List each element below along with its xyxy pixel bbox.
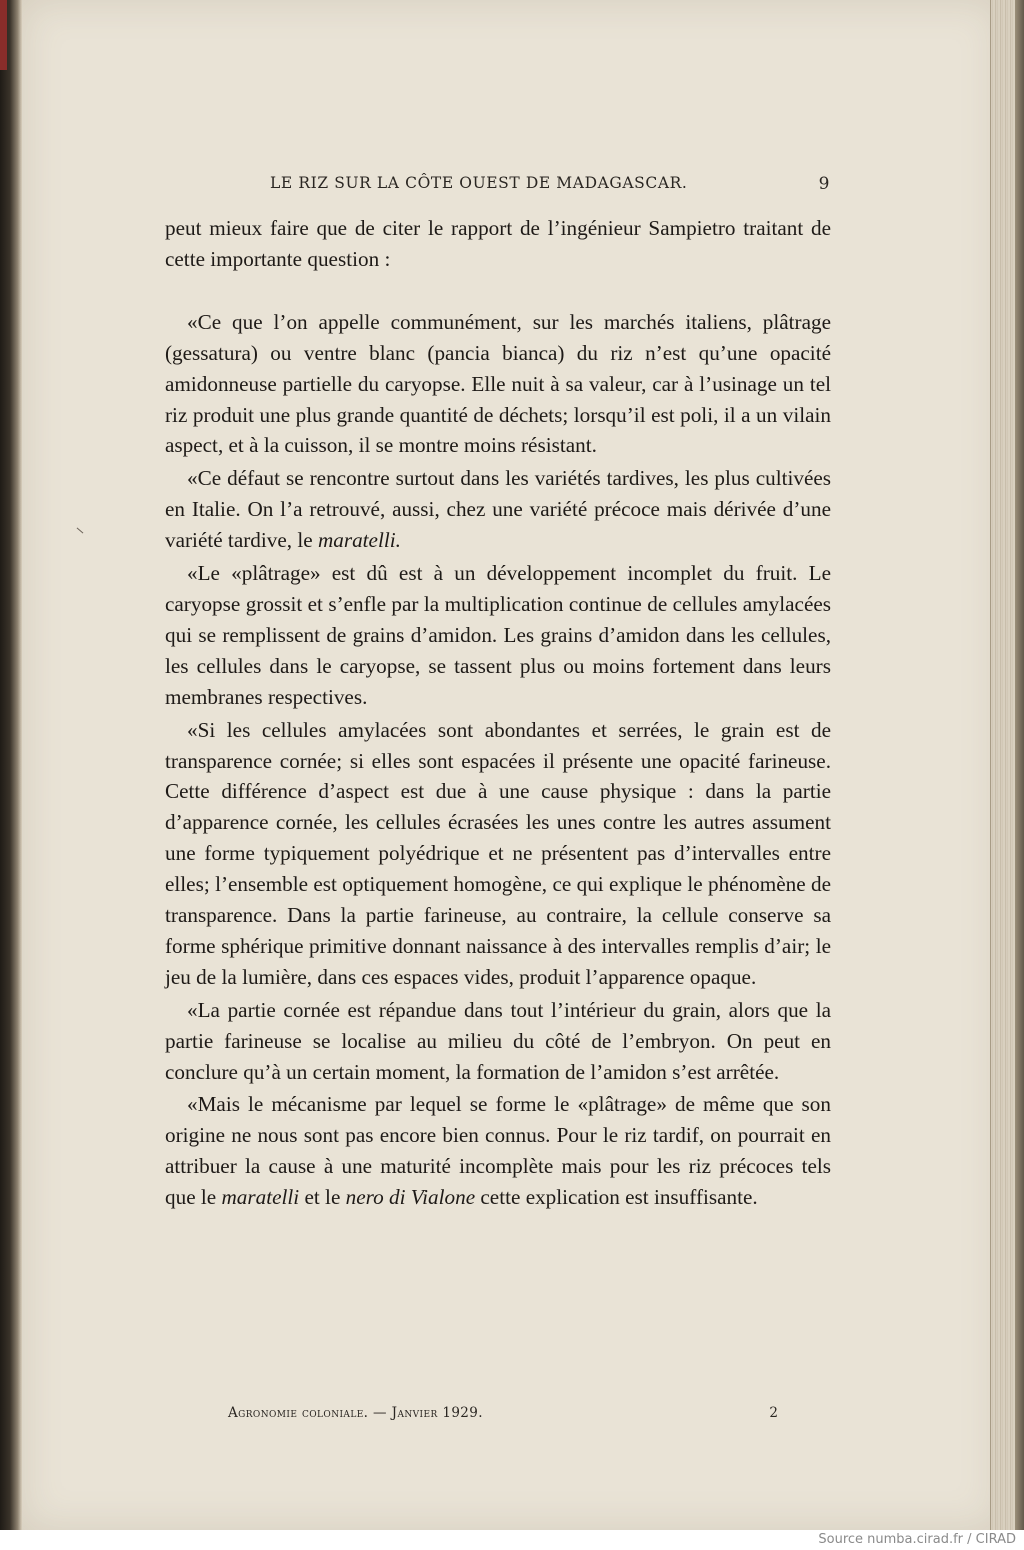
red-bookmark-edge [0, 0, 7, 70]
quote-paragraph-6-italic: maratelli [221, 1185, 300, 1210]
quote-paragraph-5: «La partie cornée est répandue dans tout l’intérieur du grain, alors que la partie farineuse se localise au milieu du côté de l’embryon. On peut en conclure qu’à un certain moment, la formation de l’amidon s’est arrêtée. [165, 997, 831, 1084]
book-spine-edge [0, 0, 22, 1530]
quote-paragraph-1: «Ce que l’on appelle communément, sur les marchés italiens, plâtrage (gessatura) ou ventre blanc (pancia bianca) du riz n’est qu’une opacité amidonneuse partielle du caryopse. Elle nuit à sa valeur, car à l’usinage un tel riz produit une plus grande quantité de déchets; lorsqu’il est poli, il a un vilain aspect, et à la cuisson, il se montre moins résistant. [165, 309, 831, 458]
quote-paragraph-4: «Si les cellules amylacées sont abondantes et serrées, le grain est de transparence cornée; si elles sont espacées il présente une opacité farineuse. Cette différence d’aspect est due à une cause physique : dans la partie d’apparence cornée, les cellules écrasées les unes contre les autres assument une forme typiquement polyédrique et ne présentent pas d’intervalles entre elles; l’ensemble est optiquement homogène, ce qui explique le phénomène de transparence. Dans la partie farineuse, au contraire, la cellule conserve sa forme sphérique primitive donnant naissance à des intervalles remplis d’air; le jeu de la lumière, dans ces espaces vides, produit l’apparence opaque. [165, 717, 831, 989]
quote-paragraph-6-middle: et le [299, 1185, 346, 1210]
quote-paragraph-2 [165, 463, 831, 556]
quote-paragraph-6 [165, 1089, 831, 1213]
quote-paragraph-3: «Le «plâtrage» est dû est à un développement incomplet du fruit. Le caryopse grossit et s’enfle par la multiplication continue de cellules amylacées qui se remplissent de grains d’amidon. Les grains d’amidon dans les cellules, les cellules dans le caryopse, se tassent plus ou moins fortement dans leurs membranes respectives. [165, 561, 831, 709]
body-text [165, 213, 831, 1213]
footer-signature: 2 [769, 1405, 778, 1421]
running-head-title: LE RIZ SUR LA CÔTE OUEST DE MADAGASCAR. [270, 174, 688, 192]
footer-journal: Agronomie coloniale. — Janvier 1929. [228, 1405, 483, 1421]
page-stack-edge [990, 0, 1024, 1530]
quote-paragraph-6-italic-2: nero di Vialone [345, 1185, 476, 1210]
source-credit: Source numba.cirad.fr / CIRAD [818, 1532, 1016, 1547]
quote-paragraph-2-text: «Ce défaut se rencontre surtout dans les variétés tardives, les plus cultivées en Italie. On l’a retrouvé, aussi, chez une variété précoce mais dérivée d’une variété tardive, le [165, 466, 831, 553]
quote-paragraph-6-text: «Mais le mécanisme par lequel se forme le «plâtrage» de même que son origine ne nous sont pas encore bien connus. Pour le riz tardif, on pourrait en attribuer la cause à une maturité incomplète mais pour les riz précoces tels que le [165, 1092, 831, 1210]
quote-paragraph-2-italic: maratelli. [317, 528, 401, 553]
intro-paragraph: peut mieux faire que de citer le rapport de l’ingénieur Sampietro traitant de cette importante question : [165, 216, 831, 271]
page-stack-shadow [1015, 0, 1024, 1530]
page-number: 9 [818, 174, 830, 194]
quote-paragraph-6-after: cette explication est insuffisante. [475, 1185, 758, 1210]
